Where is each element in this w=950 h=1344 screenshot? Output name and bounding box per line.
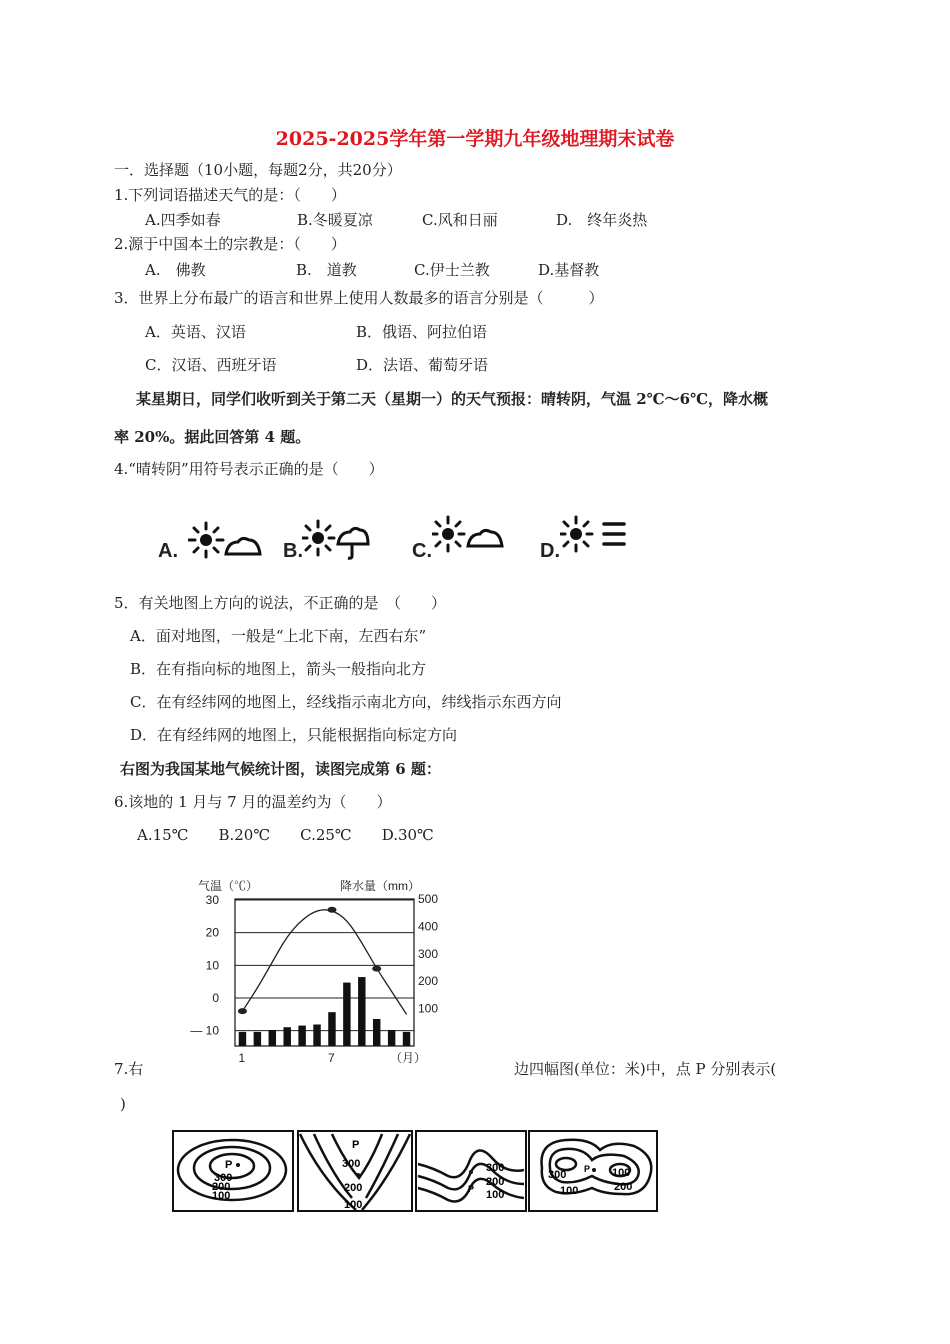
precip-bar — [343, 983, 350, 1046]
temperature-line — [242, 910, 406, 1015]
precip-bar — [298, 1026, 305, 1046]
section-heading: 一．选择题（10小题，每题2分，共20分） — [114, 161, 402, 179]
temperature-point — [372, 966, 381, 972]
precip-bar — [313, 1024, 320, 1046]
passage-q6: 右图为我国某地气候统计图，读图完成第 6 题： — [120, 760, 441, 778]
temperature-point — [327, 907, 336, 913]
q1-option-b: B.冬暖夏凉 — [297, 211, 373, 229]
exam-title: 2025-2025学年第一学期九年级地理期末试卷 — [275, 128, 675, 150]
map1-label-100: 100 — [212, 1190, 231, 1202]
chart-right-tick-label: 400 — [418, 919, 439, 934]
chart-x-tick-label: 7 — [327, 1051, 335, 1065]
map1-label-p: P — [225, 1159, 233, 1171]
chart-left-tick-label: 20 — [205, 925, 219, 940]
map2-label-p: P — [352, 1139, 360, 1151]
chart-right-axis-label: 降水量（mm） — [340, 879, 420, 893]
precip-bar — [239, 1032, 246, 1046]
question-4-stem: 4.“晴转阴”用符号表示正确的是（ ） — [114, 460, 384, 478]
q3-option-a: A．英语、汉语 — [145, 323, 246, 341]
passage-q4-line1: 某星期日，同学们收听到关于第二天（星期一）的天气预报：晴转阴，气温 2℃～6℃，降水概 — [136, 390, 769, 408]
map2-label-300: 300 — [342, 1158, 361, 1170]
precip-bar — [254, 1032, 261, 1046]
question-7-stem-right: 边四幅图(单位：米)中，点 P 分别表示( — [514, 1060, 777, 1078]
q3-option-b: B．俄语、阿拉伯语 — [356, 323, 488, 341]
chart-left-tick-label: — 10 — [190, 1023, 219, 1038]
map1-label-200: 200 — [212, 1181, 231, 1193]
q5-option-b: B．在有指向标的地图上，箭头一般指向北方 — [130, 660, 427, 678]
question-1-stem: 1.下列词语描述天气的是：（ ） — [114, 186, 346, 204]
map4-label-100-right: 100 — [612, 1167, 631, 1179]
passage-q4-line2: 率 20%。据此回答第 4 题。 — [114, 428, 311, 446]
q3-option-d: D．法语、葡萄牙语 — [356, 356, 489, 374]
q2-option-a: A. 佛教 — [145, 261, 206, 279]
q2-option-b: B. 道教 — [296, 261, 357, 279]
q4-option-a-label: A. — [158, 540, 178, 562]
contour-map-3 — [416, 1131, 526, 1211]
map3-label-100: 100 — [486, 1189, 505, 1201]
q1-option-c: C.风和日丽 — [422, 211, 498, 229]
q2-option-d: D.基督教 — [538, 261, 600, 279]
map4-label-200: 200 — [614, 1181, 633, 1193]
question-5-stem: 5．有关地图上方向的说法，不正确的是 （ ） — [114, 594, 447, 612]
map1-label-300: 300 — [214, 1172, 233, 1184]
contour-map-1 — [173, 1131, 293, 1211]
contour-maps — [172, 1130, 660, 1212]
q4-option-b-label: B. — [283, 540, 303, 562]
precip-bar — [328, 1012, 335, 1046]
map2-label-100: 100 — [344, 1199, 363, 1211]
chart-left-tick-label: 0 — [212, 991, 219, 1005]
map4-label-300: 300 — [548, 1169, 567, 1181]
chart-left-axis-label: 气温（℃） — [198, 879, 259, 893]
map3-label-200: 200 — [486, 1176, 505, 1188]
q4-option-c-label: C. — [412, 540, 432, 562]
sun-to-fog-icon — [560, 512, 632, 556]
question-3-stem: 3．世界上分布最广的语言和世界上使用人数最多的语言分别是（ ） — [114, 289, 604, 307]
precip-bar — [358, 977, 365, 1046]
map2-label-200: 200 — [344, 1182, 363, 1194]
sun-to-rain-icon — [302, 516, 372, 562]
chart-x-tick-label: 1 — [238, 1051, 246, 1065]
precip-bar — [283, 1027, 290, 1046]
contour-map-2 — [298, 1131, 412, 1211]
map4-label-p: P — [584, 1164, 591, 1174]
question-6-stem: 6.该地的 1 月与 7 月的温差约为（ ） — [114, 793, 392, 811]
q5-option-c: C．在有经纬网的地图上，经线指示南北方向，纬线指示东西方向 — [130, 693, 562, 711]
q2-option-c: C.伊士兰教 — [414, 261, 490, 279]
contour-map-4 — [529, 1131, 657, 1211]
chart-right-tick-label: 500 — [418, 892, 439, 906]
precip-bar — [403, 1032, 410, 1046]
chart-right-tick-label: 100 — [418, 1001, 439, 1016]
q3-option-c: C．汉语、西班牙语 — [145, 356, 277, 374]
question-2-stem: 2.源于中国本土的宗教是：（ ） — [114, 235, 346, 253]
sun-to-cloud-icon — [188, 518, 264, 562]
precip-bar — [373, 1019, 380, 1046]
chart-right-tick-label: 200 — [418, 974, 439, 989]
sun-to-cloud-icon — [432, 514, 504, 556]
climate-chart — [170, 872, 460, 1072]
question-7-stem-left: 7.右 — [114, 1060, 144, 1078]
chart-x-axis-label: （月） — [390, 1051, 427, 1065]
precip-bar — [269, 1030, 276, 1046]
q6-options: A.15℃ B.20℃ C.25℃ D.30℃ — [137, 826, 434, 844]
map3-label-300: 300 — [486, 1162, 505, 1174]
q1-option-a: A.四季如春 — [145, 211, 221, 229]
q5-option-d: D．在有经纬网的地图上，只能根据指向标定方向 — [130, 726, 458, 744]
map3-label-p: P — [468, 1184, 475, 1194]
map4-label-100: 100 — [560, 1185, 579, 1197]
chart-left-tick-label: 10 — [205, 958, 219, 973]
precip-bar — [388, 1030, 395, 1046]
question-7-stem-end: ) — [120, 1095, 126, 1113]
q5-option-a: A．面对地图，一般是“上北下南，左西右东” — [130, 627, 427, 645]
chart-plot-frame — [235, 899, 414, 1046]
chart-right-tick-label: 300 — [418, 946, 439, 961]
q1-option-d: D. 终年炎热 — [556, 211, 648, 229]
temperature-point — [238, 1008, 247, 1014]
q4-option-d-label: D. — [540, 540, 560, 562]
chart-left-tick-label: 30 — [205, 893, 219, 907]
